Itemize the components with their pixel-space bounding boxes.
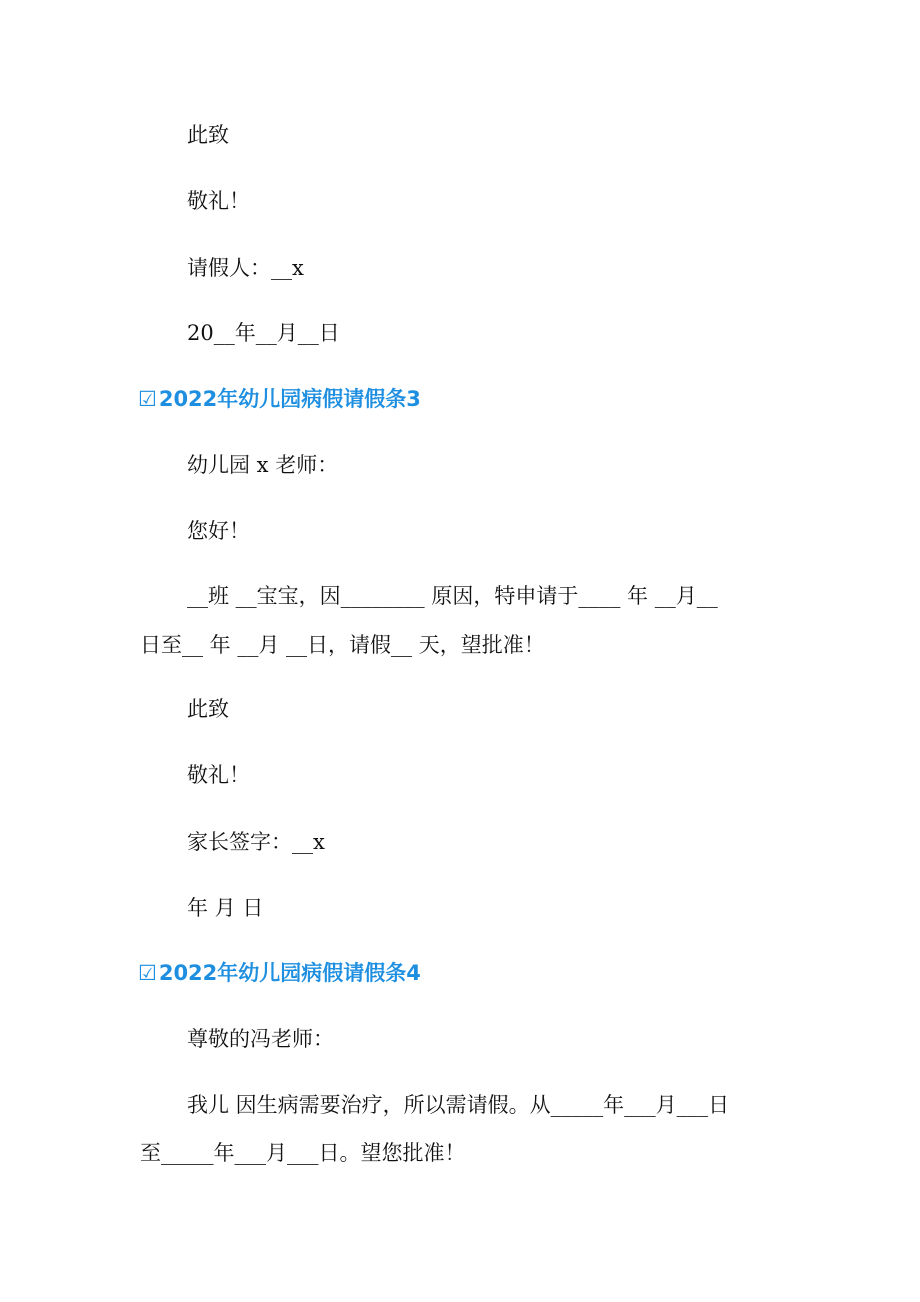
applicant-signature: 请假人：__x (187, 256, 304, 280)
closing-line-1: 此致 (187, 123, 229, 147)
parent-signature: 家长签字：__x (187, 830, 325, 854)
checkbox-icon: ☑ (138, 961, 157, 985)
closing-line-1: 此致 (187, 697, 229, 721)
section-title: 2022年幼儿园病假请假条4 (158, 961, 421, 985)
section-title: 2022年幼儿园病假请假条3 (158, 387, 421, 411)
section-heading-3 (138, 385, 421, 413)
body-line-2: 至_____年___月___日。望您批准！ (140, 1141, 466, 1165)
date-line: 20__年__月__日 (187, 321, 340, 345)
body-line-1: __班 __宝宝，因________ 原因，特申请于____ 年 __月__ (187, 584, 718, 608)
date-line: 年 月 日 (187, 896, 264, 920)
body-line-2: 日至__ 年 __月 __日，请假__ 天，望批准！ (140, 633, 545, 657)
checkbox-icon: ☑ (138, 387, 157, 411)
body-line-1: 我儿 因生病需要治疗，所以需请假。从_____年___月___日 (187, 1093, 730, 1117)
section-heading-4 (138, 959, 421, 987)
salutation-line: 您好！ (187, 519, 250, 543)
closing-line-2: 敬礼！ (187, 763, 250, 787)
closing-line-2: 敬礼！ (187, 189, 250, 213)
greeting-line: 尊敬的冯老师： (187, 1027, 334, 1051)
greeting-line: 幼儿园 x 老师： (187, 453, 339, 477)
